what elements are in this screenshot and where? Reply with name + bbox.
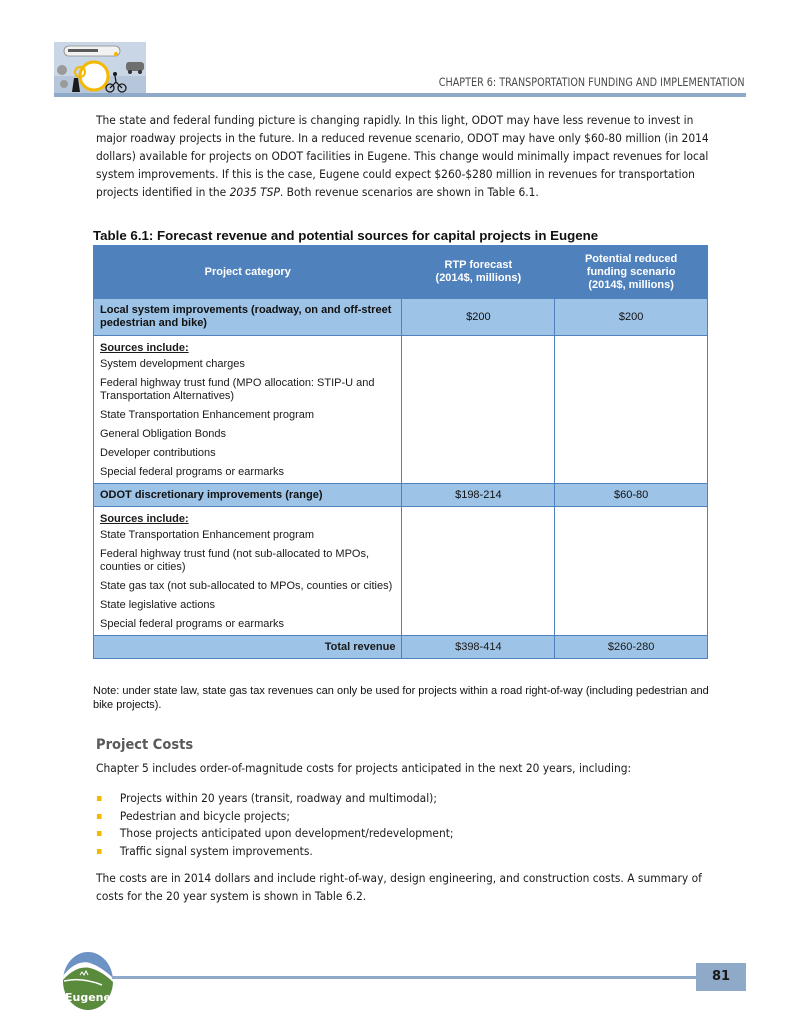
table-row-sources <box>94 507 708 636</box>
source-item: General Obligation Bonds <box>100 428 226 440</box>
rtp-forecast-value: $200 <box>402 299 555 336</box>
sources-heading: Sources include: <box>100 513 189 525</box>
bullet-square-icon <box>97 831 102 836</box>
total-rtp-forecast: $398-414 <box>402 636 555 659</box>
empty-cell <box>555 336 708 484</box>
bullet-square-icon <box>97 796 102 801</box>
intro-paragraph <box>96 111 717 201</box>
list-item-text: Projects within 20 years (transit, roadway and multimodal); <box>119 791 437 805</box>
header-line: Potential reduced <box>584 252 678 265</box>
source-item: Special federal programs or earmarks <box>100 466 285 478</box>
list-item <box>96 843 454 861</box>
eugene-logo-icon <box>62 951 114 1011</box>
source-item: Federal highway trust fund (not sub-allocated to MPOs, counties or cities) <box>100 548 370 573</box>
category-label: Local system improvements (roadway, on and off-street pedestrian and bike) <box>94 299 402 336</box>
empty-cell <box>402 336 555 484</box>
header-reduced-scenario <box>555 246 708 299</box>
bullet-square-icon <box>97 849 102 854</box>
sources-cell <box>94 507 402 636</box>
source-item: Special federal programs or earmarks <box>100 618 285 630</box>
source-item: Developer contributions <box>100 447 216 459</box>
header-line: RTP forecast <box>444 259 513 271</box>
header-rtp-forecast <box>402 246 555 299</box>
source-item: System development charges <box>100 358 245 370</box>
table-row-category <box>94 484 708 507</box>
sources-heading-text: Sources include <box>100 513 185 525</box>
page-number: 81 <box>696 963 746 991</box>
reduced-scenario-value: $60-80 <box>555 484 708 507</box>
table-row-category <box>94 299 708 336</box>
table-row-total <box>94 636 708 659</box>
intro-text-2: . Both revenue scenarios are shown in Table 6.1. <box>279 185 539 199</box>
reduced-scenario-value: $200 <box>555 299 708 336</box>
header-project-category: Project category <box>94 246 402 299</box>
revenue-table <box>93 245 708 659</box>
category-label: ODOT discretionary improvements (range) <box>94 484 402 507</box>
list-item <box>96 790 454 808</box>
intro-emphasis: 2035 TSP <box>229 185 280 199</box>
rtp-forecast-value: $198-214 <box>402 484 555 507</box>
source-item: Federal highway trust fund (MPO allocation: STIP-U and Transportation Alternatives) <box>100 377 375 402</box>
list-item-text: Pedestrian and bicycle projects; <box>119 808 290 823</box>
footer-divider <box>112 976 697 979</box>
list-item-text: Those projects anticipated upon development/redevelopment; <box>119 826 454 840</box>
sources-heading: Sources include: <box>100 342 189 354</box>
project-costs-closing: The costs are in 2014 dollars and include right-of-way, design engineering, and construction costs. A summary of costs for the 20 year system is shown in Table 6.2. <box>96 871 702 903</box>
intro-text-1: The state and federal funding picture is changing rapidly. In this light, ODOT may have less revenue to invest in major roadway projects in the future. In a reduced revenue scenario, ODOT may have only $60-80 million (in 2014 dollars) available for projects on ODOT facilities in Eugene. This change would minimally impact revenues for local system improvements. If this is the case, Eugene could expect $260-$280 million in revenues for transportation projects identified in the <box>96 113 709 199</box>
list-item <box>96 808 454 826</box>
chapter-title: CHAPTER 6: TRANSPORTATION FUNDING AND IMPLEMENTATION <box>439 76 745 89</box>
source-item: State gas tax (not sub-allocated to MPOs, counties or cities) <box>100 580 393 592</box>
sources-heading-text: Sources include <box>100 342 185 354</box>
eugene-logo <box>62 951 114 1011</box>
source-item: State Transportation Enhancement program <box>100 529 315 541</box>
table-row-sources <box>94 336 708 484</box>
source-item: State legislative actions <box>100 599 215 611</box>
header-banner-image <box>54 42 146 96</box>
sources-cell <box>94 336 402 484</box>
transportation-collage-icon <box>54 42 146 96</box>
header-divider <box>54 93 746 97</box>
logo-text: Eugene <box>65 991 111 1004</box>
source-item: State Transportation Enhancement program <box>100 409 315 421</box>
table-note: Note: under state law, state gas tax revenues can only be used for projects within a road right-of-way (including pedestrian and bike projects). <box>93 685 709 711</box>
header-line: funding scenario <box>586 265 676 278</box>
header-line: (2014$, millions) <box>588 278 674 291</box>
table-caption: Table 6.1: Forecast revenue and potential sources for capital projects in Eugene <box>93 228 599 243</box>
empty-cell <box>555 507 708 636</box>
table-header-row <box>94 246 708 299</box>
empty-cell <box>402 507 555 636</box>
project-costs-list <box>96 790 454 860</box>
project-costs-intro: Chapter 5 includes order-of-magnitude costs for projects anticipated in the next 20 years, including: <box>96 761 632 775</box>
total-reduced-scenario: $260-280 <box>555 636 708 659</box>
list-item-text: Traffic signal system improvements. <box>119 843 313 858</box>
header-line: (2014$, millions) <box>435 272 522 284</box>
list-item <box>96 825 454 843</box>
total-label: Total revenue <box>94 636 402 659</box>
section-heading-project-costs: Project Costs <box>96 737 194 753</box>
bullet-square-icon <box>97 814 102 819</box>
